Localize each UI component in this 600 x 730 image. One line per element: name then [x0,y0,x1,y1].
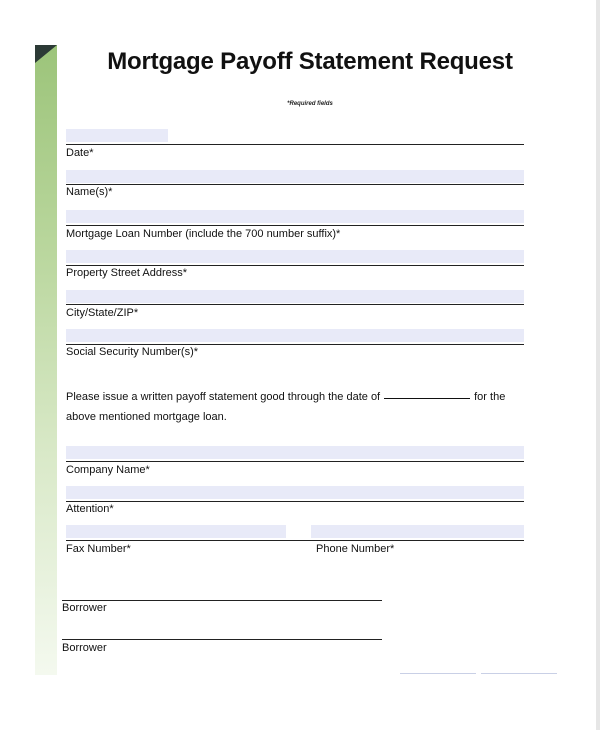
date-label: Date* [66,147,94,159]
page-edge [596,0,600,730]
phone-number-input[interactable] [311,525,524,538]
company-name-input[interactable] [66,446,524,459]
names-input[interactable] [66,170,524,183]
footer-line-right [481,673,557,674]
attention-rule [66,501,524,502]
company-name-rule [66,461,524,462]
request-text-after: for the [474,391,506,403]
required-fields-note: *Required fields [287,101,333,107]
fax-number-label: Fax Number* [66,543,131,555]
fax-number-input[interactable] [66,525,286,538]
loan-number-input[interactable] [66,210,524,223]
attention-label: Attention* [66,503,114,515]
form-title: Mortgage Payoff Statement Request [107,48,513,75]
request-line-2: above mentioned mortgage loan. [66,411,227,423]
borrower-1-label: Borrower [62,602,107,614]
fax-phone-rule [66,540,524,541]
borrower-1-signature-line[interactable] [62,600,382,601]
loan-number-rule [66,225,524,226]
company-name-label: Company Name* [66,464,150,476]
decorative-side-bar [35,45,57,675]
borrower-2-signature-line[interactable] [62,639,382,640]
street-address-label: Property Street Address* [66,267,188,279]
ssn-rule [66,344,524,345]
good-through-date-blank[interactable] [384,396,470,399]
names-rule [66,184,524,185]
attention-input[interactable] [66,486,524,499]
city-state-zip-label: City/State/ZIP* [66,307,139,319]
date-rule [66,144,524,145]
date-input[interactable] [66,129,168,142]
street-address-input[interactable] [66,250,524,263]
names-label: Name(s)* [66,186,113,198]
request-text-before: Please issue a written payoff statement good through the date of [66,391,381,403]
borrower-2-label: Borrower [62,642,107,654]
ssn-label: Social Security Number(s)* [66,346,199,358]
phone-number-label: Phone Number* [316,543,395,555]
loan-number-label: Mortgage Loan Number (include the 700 number suffix)* [66,228,341,240]
request-line-1 [66,391,505,403]
footer-line-left [400,673,476,674]
ssn-input[interactable] [66,329,524,342]
city-state-zip-rule [66,304,524,305]
street-address-rule [66,265,524,266]
city-state-zip-input[interactable] [66,290,524,303]
